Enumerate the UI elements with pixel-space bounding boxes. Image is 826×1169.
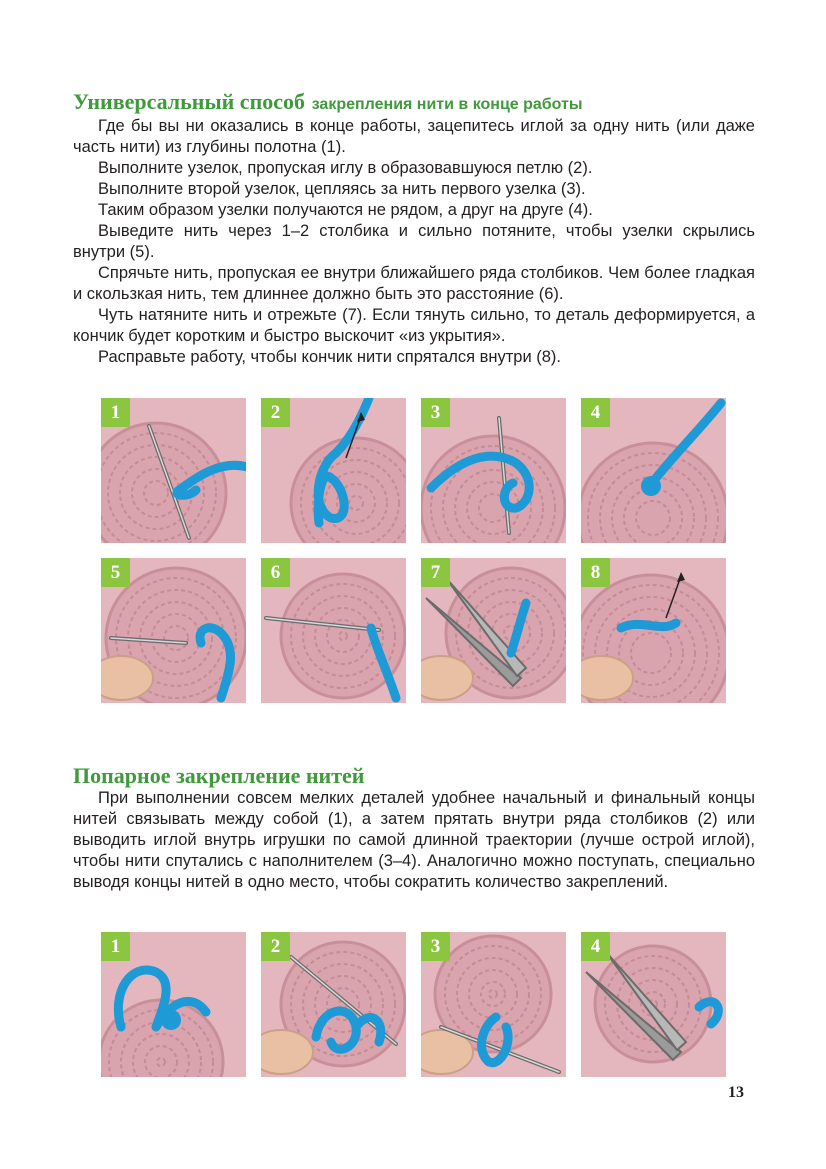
step-number-badge: 2 [261,932,290,961]
paragraph: Выполните узелок, пропуская иглу в образовавшуюся петлю (2). [98,159,593,177]
paragraph: Где бы вы ни оказались в конце работы, зацепитесь иглой за одну нить (или даже часть нити) из глубины полотна (1). [73,117,755,156]
step-number-badge: 8 [581,558,610,587]
paragraph: Таким образом узелки получаются не рядом, а друг на друге (4). [98,201,593,219]
step-number-badge: 3 [421,932,450,961]
section-1-title [73,88,583,116]
pair-photo-2 [261,932,406,1077]
step-photo-3 [421,398,566,543]
step-photo-1 [101,398,246,543]
step-number-badge: 6 [261,558,290,587]
paragraph: Спрячьте нить, пропуская ее внутри ближайшего ряда столбиков. Чем более гладкая и скользкая нить, тем длиннее должно быть это расстояние (6). [73,264,755,303]
pair-photo-1 [101,932,246,1077]
section-2-text [73,788,755,893]
step-photo-6 [261,558,406,703]
step-number-badge: 1 [101,932,130,961]
step-photo-5 [101,558,246,703]
section-1-text [73,116,755,368]
step-number-badge: 1 [101,398,130,427]
step-photo-8 [581,558,726,703]
page-number: 13 [728,1084,744,1101]
section-1-title-rest: закрепления нити в конце работы [311,96,583,113]
section-2-title [73,762,364,790]
pair-photo-3 [421,932,566,1077]
step-number-badge: 5 [101,558,130,587]
pair-photo-4 [581,932,726,1077]
step-number-badge: 7 [421,558,450,587]
section-2-title-main: Попарное закрепление нитей [73,763,365,788]
step-number-badge: 4 [581,398,610,427]
step-photo-4 [581,398,726,543]
step-photo-7 [421,558,566,703]
paragraph: При выполнении совсем мелких деталей удобнее начальный и финальный концы нитей связывать между собой (1), а затем прятать внутри ряда столбиков (2) или выводить иглой внутрь игрушки по самой длинной траектории (лучше острой иглой), чтобы нити спутались с наполнителем (3–4). Аналогично можно поступать, специально выводя концы нитей в одно место, чтобы сократить количество закреплений. [73,789,755,891]
step-number-badge: 2 [261,398,290,427]
section-1-title-main: Универсальный способ [73,89,306,114]
paragraph: Чуть натяните нить и отрежьте (7). Если тянуть сильно, то деталь деформируется, а кончик будет коротким и быстро выскочит «из укрытия». [73,306,755,345]
paragraph: Расправьте работу, чтобы кончик нити спрятался внутри (8). [98,348,562,366]
step-number-badge: 4 [581,932,610,961]
paragraph: Выведите нить через 1–2 столбика и сильно потяните, чтобы узелки скрылись внутри (5). [73,222,755,261]
paragraph: Выполните второй узелок, цепляясь за нить первого узелка (3). [98,180,586,198]
step-photo-2 [261,398,406,543]
step-number-badge: 3 [421,398,450,427]
